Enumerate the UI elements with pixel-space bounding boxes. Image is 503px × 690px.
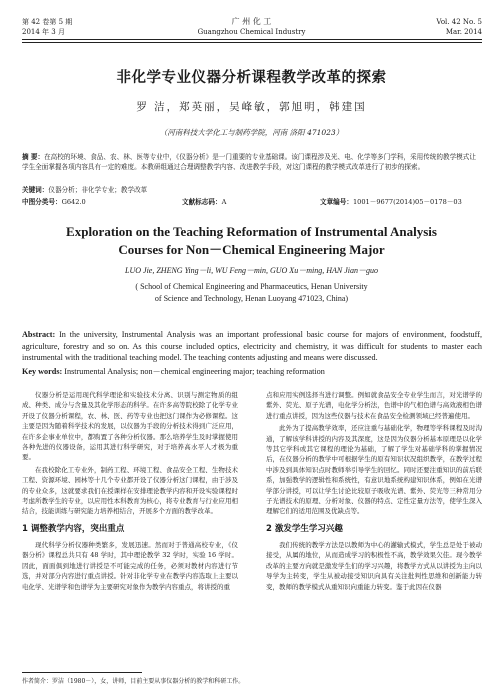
affiliation-en-line1: ( School of Chemical Engineering and Pharmaceutics, Henan University [135, 282, 368, 291]
abstract-en-text: In the university, Instrumental Analysis was an important professional basic course for majors of environment, foodstuff, agriculture, forestry and so on. As this course included optics, electricity and chemistry, it was difficult for students to master each instrumental with the traditional teaching model. The teaching contents adjusting and means were discussed. [22, 330, 483, 362]
keywords-en-text: Instrumental Analysis; non－chemical engineering major; teaching reformation [64, 367, 325, 376]
keywords-en [22, 366, 482, 378]
body-paragraph: 现代科学分析仪器种类繁多，发展迅速。然而对于普通高校专业，《仪器分析》课程总共只有 48 学时，其中理论教学 32 学时，实验 16 学时。因此，面面俱到地进行讲授是不可能完成的任务，必须对教材内容进行节选，并对部分内容进行重点讲授。针对非化学专业在教学内容选取上主要以电化学、光谱学和色谱学为主要研究对象作为教学内容重点，将讲授的重 [22, 540, 238, 591]
doc-value: A [221, 198, 227, 206]
date-en: Mar. 2014 [445, 28, 482, 36]
abstract-cn-text: 在高校的环境、食品、农、林、医等专业中，《仪器分析》是一门重要的专业基础课。该门课程涉及光、电、化学等多门学科，采用传统的教学模式让学生全面掌握各项内容具有一定的难度。本教研组通过合理调整教学内容、改进教学手段，对这门课程的教学模式改革进行了初步的探索。 [22, 153, 476, 171]
keywords-en-label: Key words: [22, 367, 63, 376]
journal-name-en: Guangzhou Chemical Industry [197, 28, 306, 36]
section-heading-1: 1 调整教学内容，突出重点 [22, 523, 125, 534]
footnote: 作者简介：罗洁（1980－），女，讲师，目前主要从事仪器分析的教学和科研工作。 [22, 678, 245, 685]
footnote-rule [22, 672, 142, 673]
authors-cn: 罗 洁，郑英丽，吴峰敏，郭旭明，韩建国 [136, 101, 367, 113]
title-en-line1: Exploration on the Teaching Reformation of Instrumental Analysis [66, 224, 437, 239]
clc-value: G642.0 [61, 198, 86, 206]
section-heading-2: 2 激发学生学习兴趣 [266, 523, 343, 534]
article-value: 1001－9677(2014)05－0178－03 [352, 198, 462, 206]
affiliation-en-line2: of Science and Technology, Henan Luoyang 471023, China) [154, 294, 349, 303]
issue-en: Vol. 42 No. 5 [436, 18, 482, 26]
doc-label: 文献标志码： [182, 198, 222, 206]
keywords-cn-text: 仪器分析；非化学专业；教学改革 [48, 186, 148, 194]
title-en-line2: Courses for Non－Chemical Engineering Major [118, 242, 385, 257]
clc-number [22, 197, 86, 207]
header-rule-thin [22, 42, 482, 43]
authors-en: LUO Jie, ZHENG Ying－li, WU Feng－min, GUO Xu－ming, HAN Jian－guo [125, 266, 378, 275]
title-en [0, 223, 503, 259]
keywords-cn [22, 185, 482, 195]
body-paragraph: 仪器分析是运用现代科学理论和实验技术分离、识别与测定物质的组成、种类、成分与含量及其化学形态的科学。在许多高等院校除了化学专业开设了仪器分析课程，农、林、医、药等专业也把这门课作为必修课程。这主要是因为随着科学技术的发展，以仪器为手段的分析技术得到广泛应用，在许多企事业单位中，都购置了各种分析仪器。那么培养学生及时掌握使用各种先进的仪器设备，运用其进行科学研究，对于培养高水平人才极为重要。 [22, 391, 238, 462]
issue-cn: 第 42 卷第 5 期 [22, 18, 73, 26]
article-number [320, 197, 462, 207]
keywords-cn-label: 关键词： [22, 186, 49, 194]
body-paragraph: 此外为了提高教学效率，还应注重与基础化学，物理等学科课程及时沟通，了解该学科讲授的内容及其深度，这是因为仪器分析基本原理是以化学等其它学科或其它课程的理论为基础，了解了学生对基础学科的掌握情况后，在仪器分析的教学中可根据学生的原有知识状况组织教学，在教学过程中涉及到具体知识点时教师举引导学生的回忆。同时还要注重知识的前后联系，加强教学的逻辑性和系统性，有意识地系统构建知识体系，例如在光谱学部分讲授，可以让学生讨论比较原子吸收光谱、紫外、荧光等三种常用分子光谱技术的原理、分析对象、仪器的特点、定性定量方法等，使学生深入理解它们的适用范围及优缺点等。 [266, 424, 482, 516]
body-paragraph: 在我校除化工专业外，制药工程、环境工程、食品安全工程、生物技术工程、资源环境、园林等十几个专业都开设了仪器分析这门课程，由于涉及的专业众多，这就要求我们在授课样在安排理论教学内容和开设实验课程时考虑所教学生的专业，以应用性本科教育为核心，将专业教育与行业应用相结合，技能训练与研究能力培养相结合，开展多个方面的教学改革。 [22, 465, 238, 516]
journal-name-cn: 广 州 化 工 [231, 17, 272, 26]
abstract-en-label: Abstract: [22, 330, 56, 339]
article-label: 文章编号： [320, 198, 353, 206]
clc-label: 中图分类号： [22, 198, 62, 206]
abstract-cn-label: 摘 要： [22, 153, 45, 161]
body-paragraph: 点和应用实例选择当进行调整。例如就食品安全专业学生而言，对光谱学的紫外、荧光、原子光谱，电化学分析法，色谱中的气相色谱与高效液相色谱进行重点讲授，因为这些仪器与技术在食品安全检测领域已经普遍使用。 [266, 391, 482, 420]
affiliation-cn: （河南科技大学化工与制药学院，河南 洛阳 471023） [159, 128, 344, 137]
date-cn: 2014 年 3 月 [22, 28, 65, 36]
abstract-cn [22, 152, 482, 172]
abstract-en [22, 329, 482, 364]
body-right-column [266, 390, 482, 594]
document-code [182, 197, 226, 207]
title-cn: 非化学专业仪器分析课程教学改革的探索 [116, 70, 387, 86]
body-left-column [22, 390, 238, 594]
header-rule [22, 39, 482, 40]
body-paragraph: 我们传统的教学方法是以教师为中心的灌输式模式，学生总是处于被动接受，从属的地位，从而造成学习的积极性不高，教学效果欠佳。现今教学改革的主要方向就是激发学生们的学习兴趣，将教学方式从以讲授为主向以导学为主转变，学生从被动接受知识向具有关注批判性思维和创新能力转变，教师的教学模式从重知识向重能力转变。鉴于此因在仪器 [266, 540, 482, 591]
